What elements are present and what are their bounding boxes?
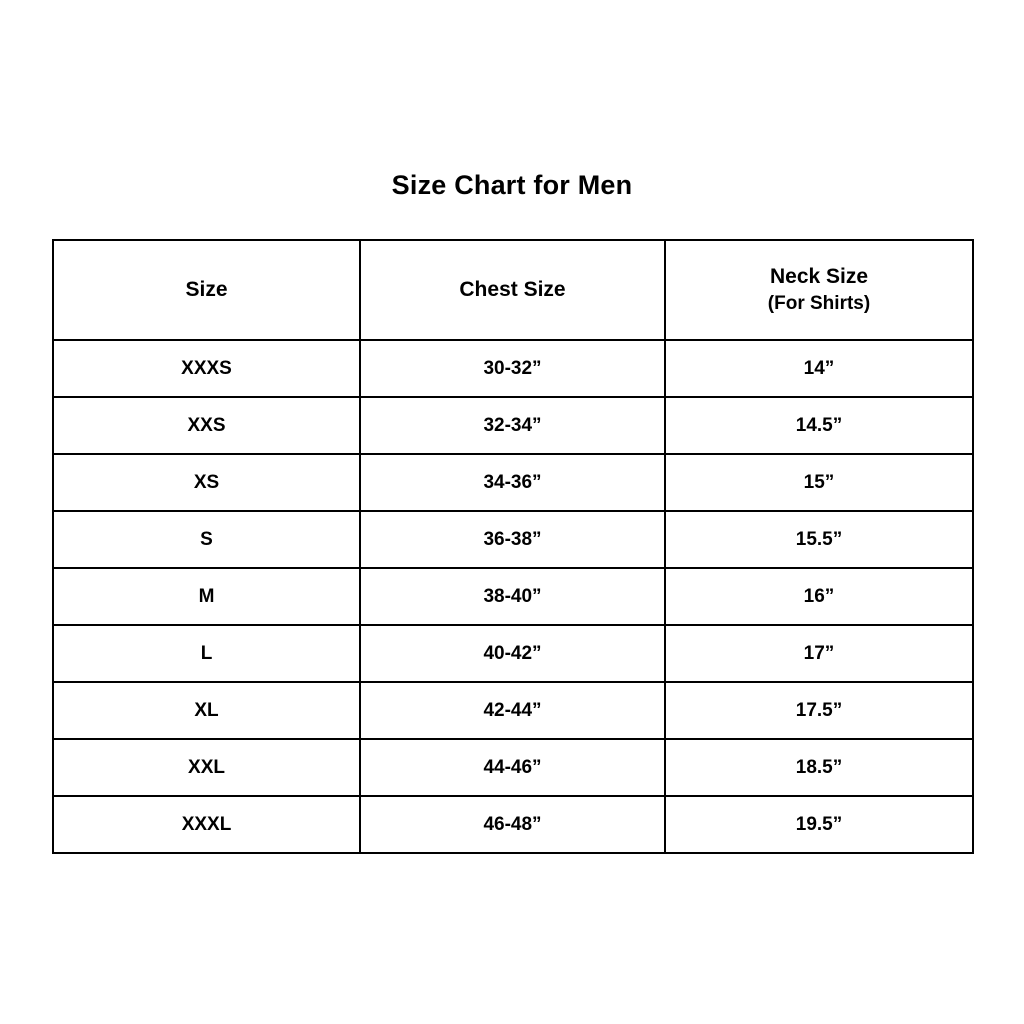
cell-size: XL (53, 682, 360, 739)
table-row (53, 511, 973, 568)
cell-chest: 32-34” (360, 397, 665, 454)
cell-chest: 42-44” (360, 682, 665, 739)
cell-size: XXXL (53, 796, 360, 853)
cell-size: L (53, 625, 360, 682)
cell-chest: 40-42” (360, 625, 665, 682)
cell-chest: 38-40” (360, 568, 665, 625)
column-header-size-label: Size (185, 277, 228, 301)
cell-chest: 44-46” (360, 739, 665, 796)
cell-neck: 17” (665, 625, 973, 682)
page-title: Size Chart for Men (391, 170, 633, 200)
table-row (53, 796, 973, 853)
column-header-neck-size-label: Neck Size (769, 265, 869, 288)
table-row (53, 568, 973, 625)
cell-neck: 17.5” (665, 682, 973, 739)
cell-chest: 36-38” (360, 511, 665, 568)
cell-neck: 15.5” (665, 511, 973, 568)
table-row (53, 397, 973, 454)
cell-neck: 14” (665, 340, 973, 397)
table-header-row (53, 240, 973, 340)
column-header-neck-size (665, 240, 973, 340)
table-header (53, 240, 973, 340)
cell-size: XS (53, 454, 360, 511)
cell-neck: 18.5” (665, 739, 973, 796)
column-header-neck-size-sublabel: (For Shirts) (767, 293, 871, 315)
size-chart-table (52, 239, 974, 854)
size-chart-table-wrapper (52, 239, 972, 854)
cell-neck: 16” (665, 568, 973, 625)
column-header-chest-size (360, 240, 665, 340)
table-body (53, 340, 973, 853)
column-header-chest-size-label: Chest Size (459, 277, 566, 301)
cell-size: XXXS (53, 340, 360, 397)
cell-size: M (53, 568, 360, 625)
cell-size: S (53, 511, 360, 568)
table-row (53, 625, 973, 682)
table-row (53, 739, 973, 796)
cell-size: XXS (53, 397, 360, 454)
table-row (53, 682, 973, 739)
cell-neck: 14.5” (665, 397, 973, 454)
cell-chest: 46-48” (360, 796, 665, 853)
table-row (53, 340, 973, 397)
cell-neck: 15” (665, 454, 973, 511)
cell-chest: 30-32” (360, 340, 665, 397)
table-row (53, 454, 973, 511)
cell-size: XXL (53, 739, 360, 796)
cell-neck: 19.5” (665, 796, 973, 853)
cell-chest: 34-36” (360, 454, 665, 511)
column-header-size (53, 240, 360, 340)
